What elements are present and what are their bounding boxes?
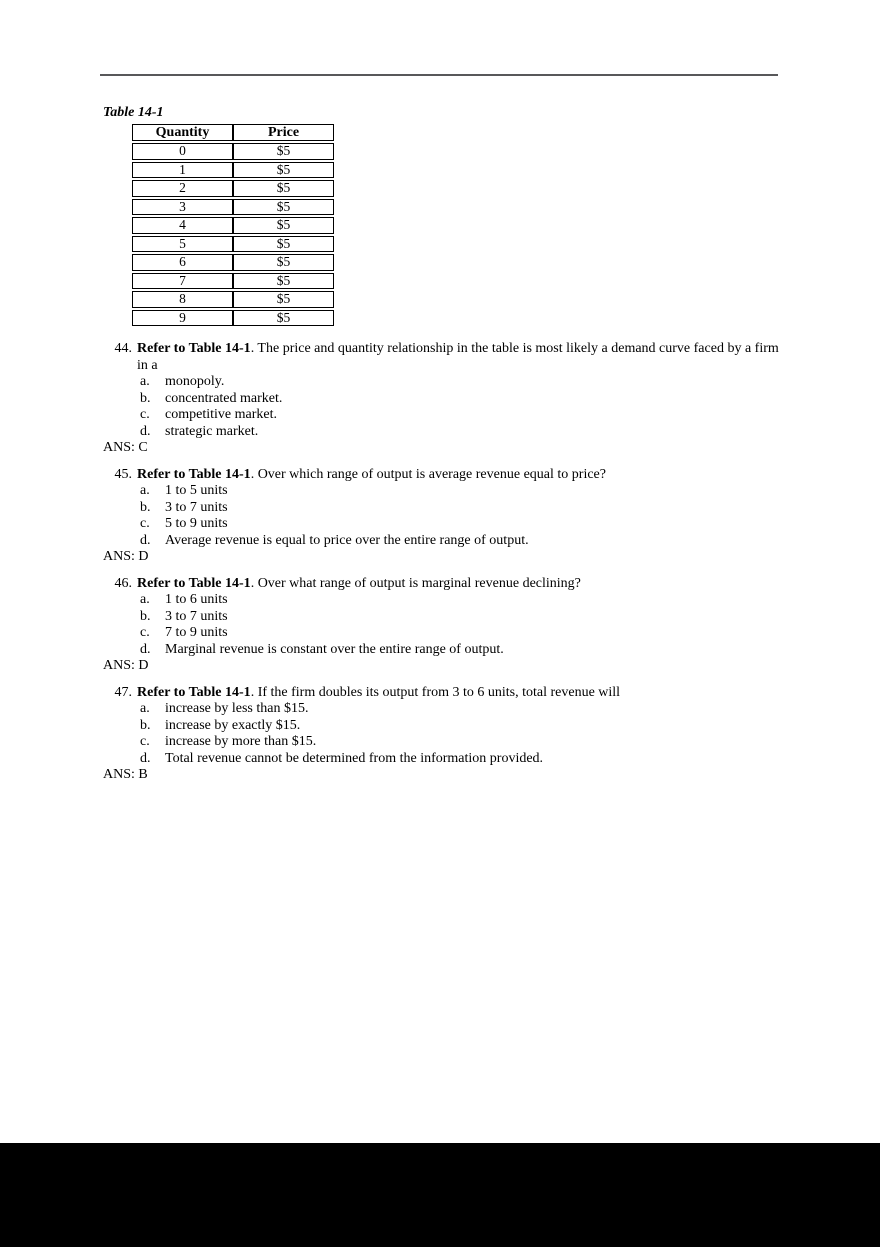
table-row	[132, 273, 334, 290]
price-cell: $5	[233, 291, 334, 308]
quantity-cell: 3	[132, 199, 233, 216]
price-cell: $5	[233, 310, 334, 327]
option-text: Average revenue is equal to price over the entire range of output.	[165, 532, 529, 548]
option-text: increase by more than $15.	[165, 734, 317, 749]
answer-options	[140, 701, 785, 767]
page-content	[0, 104, 880, 784]
question-text	[137, 467, 785, 484]
table-row	[132, 310, 334, 327]
option-letter: b.	[140, 390, 151, 406]
table-caption: Table 14-1	[103, 105, 164, 120]
option-c	[140, 407, 785, 424]
option-letter: b.	[140, 499, 151, 515]
option-text: concentrated market.	[165, 390, 283, 406]
price-cell: $5	[233, 236, 334, 253]
option-text: 1 to 6 units	[165, 592, 228, 607]
option-letter: b.	[140, 608, 151, 624]
table-row	[132, 254, 334, 271]
option-a	[140, 592, 785, 609]
question-44	[103, 341, 785, 457]
table-row	[132, 291, 334, 308]
option-letter: a.	[140, 701, 150, 716]
question-number: 44.	[114, 341, 132, 356]
option-c	[140, 734, 785, 751]
option-text: strategic market.	[165, 423, 259, 439]
option-text: 7 to 9 units	[165, 625, 228, 640]
option-letter: d.	[140, 750, 151, 766]
answer-line: ANS: C	[103, 440, 148, 455]
table-row	[132, 217, 334, 234]
option-text: 1 to 5 units	[165, 483, 228, 498]
price-quantity-table	[132, 122, 334, 328]
option-text: competitive market.	[165, 407, 277, 422]
option-a	[140, 374, 785, 391]
option-d	[140, 533, 785, 550]
option-b	[140, 500, 785, 517]
question-stem: . If the firm doubles its output from 3 to 6 units, total revenue will	[250, 684, 621, 700]
option-b	[140, 391, 785, 408]
question-table-reference: Refer to Table 14-1	[137, 575, 251, 591]
question-table-reference: Refer to Table 14-1	[137, 341, 251, 356]
table-row	[132, 236, 334, 253]
answer-line: ANS: D	[103, 549, 149, 564]
quantity-cell: 9	[132, 310, 233, 327]
option-text: Total revenue cannot be determined from the information provided.	[165, 750, 544, 766]
question-text	[137, 685, 785, 702]
option-letter: d.	[140, 641, 151, 657]
option-letter: d.	[140, 532, 151, 548]
option-letter: b.	[140, 717, 151, 733]
question-text	[137, 341, 785, 374]
price-cell: $5	[233, 143, 334, 160]
question-46	[103, 576, 785, 675]
option-b	[140, 718, 785, 735]
option-a	[140, 701, 785, 718]
option-text: increase by less than $15.	[165, 701, 309, 716]
table-row	[132, 143, 334, 160]
header-rule	[100, 74, 778, 76]
question-47	[103, 685, 785, 784]
quantity-cell: 4	[132, 217, 233, 234]
option-letter: c.	[140, 516, 150, 531]
answer-options	[140, 374, 785, 440]
quantity-cell: 1	[132, 162, 233, 179]
option-letter: a.	[140, 374, 150, 389]
option-letter: c.	[140, 734, 150, 749]
table-row	[132, 162, 334, 179]
answer-line: ANS: D	[103, 658, 149, 673]
quantity-cell: 8	[132, 291, 233, 308]
quantity-cell: 0	[132, 143, 233, 160]
option-c	[140, 516, 785, 533]
quantity-cell: 7	[132, 273, 233, 290]
price-cell: $5	[233, 273, 334, 290]
price-cell: $5	[233, 199, 334, 216]
question-number: 46.	[114, 575, 132, 591]
question-stem: . Over what range of output is marginal revenue declining?	[250, 575, 581, 591]
price-cell: $5	[233, 217, 334, 234]
option-text: 3 to 7 units	[165, 608, 228, 624]
option-letter: c.	[140, 407, 150, 422]
price-cell: $5	[233, 254, 334, 271]
answer-options	[140, 483, 785, 549]
option-text: Marginal revenue is constant over the entire range of output.	[165, 641, 504, 657]
table-header-price: Price	[233, 124, 334, 141]
table-row	[132, 199, 334, 216]
option-text: 5 to 9 units	[165, 516, 228, 531]
quantity-cell: 6	[132, 254, 233, 271]
option-d	[140, 642, 785, 659]
option-letter: c.	[140, 625, 150, 640]
option-letter: a.	[140, 592, 150, 607]
question-stem: . The price and quantity relationship in the table is most likely a demand curve faced by a firm in a	[137, 341, 779, 373]
question-stem: . Over which range of output is average revenue equal to price?	[250, 466, 606, 482]
question-text	[137, 576, 785, 593]
quantity-cell: 5	[132, 236, 233, 253]
option-d	[140, 424, 785, 441]
question-table-reference: Refer to Table 14-1	[137, 684, 251, 700]
answer-options	[140, 592, 785, 658]
option-b	[140, 609, 785, 626]
option-text: monopoly.	[165, 374, 225, 389]
quantity-cell: 2	[132, 180, 233, 197]
question-table-reference: Refer to Table 14-1	[137, 466, 251, 482]
option-d	[140, 751, 785, 768]
answer-line: ANS: B	[103, 767, 148, 782]
table-header-quantity: Quantity	[132, 124, 233, 141]
option-c	[140, 625, 785, 642]
question-45	[103, 467, 785, 566]
table-row	[132, 180, 334, 197]
option-text: increase by exactly $15.	[165, 717, 301, 733]
bottom-black-bar	[0, 1143, 880, 1247]
price-cell: $5	[233, 162, 334, 179]
option-letter: a.	[140, 483, 150, 498]
price-cell: $5	[233, 180, 334, 197]
question-number: 45.	[114, 466, 132, 482]
option-text: 3 to 7 units	[165, 499, 228, 515]
option-a	[140, 483, 785, 500]
table-header-row	[132, 124, 334, 141]
question-number: 47.	[114, 684, 132, 700]
option-letter: d.	[140, 423, 151, 439]
